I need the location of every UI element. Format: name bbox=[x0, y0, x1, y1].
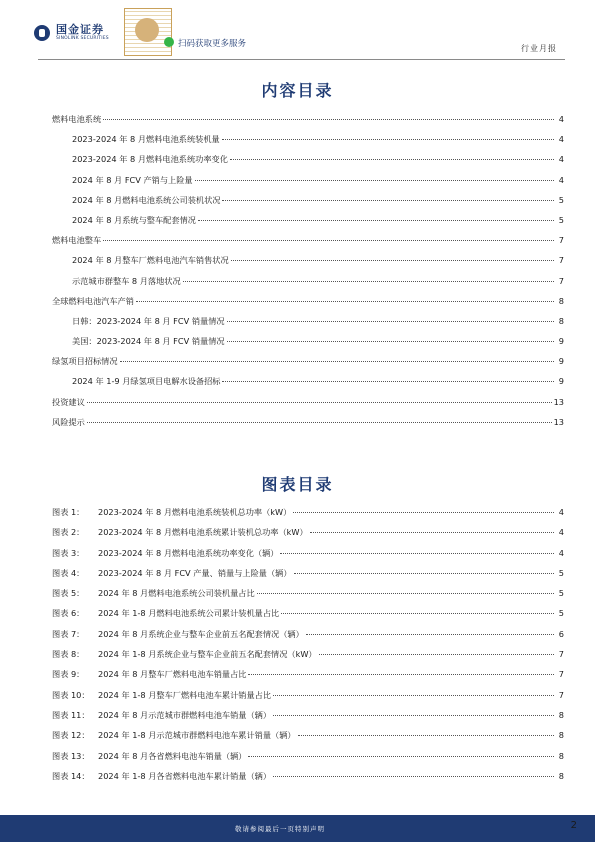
figure-entry-label: 图表 4： bbox=[52, 567, 85, 578]
toc-entry-title: 燃料电池整车 bbox=[52, 235, 102, 246]
figure-entry[interactable] bbox=[52, 710, 564, 730]
figure-entry-page: 6 bbox=[558, 628, 564, 639]
toc-entry[interactable] bbox=[52, 296, 564, 316]
toc-entry-page: 4 bbox=[558, 134, 564, 145]
brand-logo bbox=[34, 24, 109, 42]
dot-leader bbox=[103, 240, 554, 241]
figure-entry-title: 2024 年 8 月燃料电池系统公司装机量占比 bbox=[98, 588, 255, 599]
figure-entry-label: 图表 12： bbox=[52, 730, 90, 741]
figure-entry-title: 2024 年 1-8 月示范城市群燃料电池车累计销量（辆） bbox=[98, 730, 296, 741]
toc-entry-title: 全球燃料电池汽车产销 bbox=[52, 295, 134, 306]
figure-entry[interactable] bbox=[52, 568, 564, 588]
dot-leader bbox=[120, 361, 554, 362]
figure-entry-title: 2024 年 1-8 月各省燃料电池车累计销量（辆） bbox=[98, 770, 272, 781]
toc-entry[interactable] bbox=[52, 154, 564, 174]
dot-leader bbox=[222, 200, 554, 201]
dot-leader bbox=[230, 159, 554, 160]
figure-entry-title: 2024 年 8 月整车厂燃料电池车销量占比 bbox=[98, 669, 247, 680]
toc-entry[interactable] bbox=[52, 114, 564, 134]
toc-entry-title: 绿氢项目招标情况 bbox=[52, 356, 118, 367]
dot-leader bbox=[273, 776, 554, 777]
report-type: 行业月报 bbox=[521, 44, 557, 53]
dot-leader bbox=[281, 613, 554, 614]
dot-leader bbox=[231, 260, 554, 261]
figure-entry-title: 2023-2024 年 8 月 FCV 产量、销量与上险量（辆） bbox=[98, 567, 292, 578]
figure-entry[interactable] bbox=[52, 690, 564, 710]
header-divider bbox=[38, 59, 565, 60]
figure-entry-title: 2024 年 8 月系统企业与整车企业前五名配套情况（辆） bbox=[98, 628, 304, 639]
figure-entry-page: 7 bbox=[558, 649, 564, 660]
dot-leader bbox=[319, 654, 554, 655]
brand-logo-icon bbox=[34, 25, 50, 41]
dot-leader bbox=[273, 715, 554, 716]
toc-entry-page: 5 bbox=[558, 194, 564, 205]
figure-entry-title: 2024 年 8 月各省燃料电池车销量（辆） bbox=[98, 750, 247, 761]
figure-entry-page: 8 bbox=[558, 770, 564, 781]
page-header bbox=[0, 0, 595, 62]
toc-entry[interactable] bbox=[52, 215, 564, 235]
toc-entry[interactable] bbox=[52, 235, 564, 255]
figure-entry[interactable] bbox=[52, 527, 564, 547]
figure-entry-page: 4 bbox=[558, 527, 564, 538]
dot-leader bbox=[103, 119, 554, 120]
figure-entry-title: 2024 年 1-8 月整车厂燃料电池车累计销量占比 bbox=[98, 689, 272, 700]
wechat-icon bbox=[164, 37, 174, 47]
toc-entry-title: 2023-2024 年 8 月燃料电池系统装机量 bbox=[72, 134, 220, 145]
dot-leader bbox=[198, 220, 554, 221]
toc-entry-page: 7 bbox=[558, 255, 564, 266]
figure-entry-page: 7 bbox=[558, 689, 564, 700]
toc-entry-title: 2023-2024 年 8 月燃料电池系统功率变化 bbox=[72, 154, 228, 165]
figure-entry-page: 7 bbox=[558, 669, 564, 680]
toc-entry[interactable] bbox=[52, 417, 564, 437]
toc-entry-page: 7 bbox=[558, 275, 564, 286]
page-footer bbox=[0, 815, 595, 842]
figure-entry-label: 图表 10： bbox=[52, 689, 90, 700]
dot-leader bbox=[248, 756, 554, 757]
toc-entry[interactable] bbox=[52, 376, 564, 396]
page-number: 2 bbox=[570, 820, 577, 831]
toc-entry[interactable] bbox=[52, 255, 564, 275]
figure-entry-title: 2024 年 1-8 月燃料电池系统公司累计装机量占比 bbox=[98, 608, 280, 619]
toc-entry-title: 2024 年 8 月 FCV 产销与上险量 bbox=[72, 174, 193, 185]
figure-entry-label: 图表 13： bbox=[52, 750, 90, 761]
figure-entry[interactable] bbox=[52, 548, 564, 568]
figure-entry-page: 8 bbox=[558, 709, 564, 720]
dot-leader bbox=[273, 695, 554, 696]
contents-title: 内容目录 bbox=[261, 81, 334, 100]
figure-entry-label: 图表 8： bbox=[52, 649, 85, 660]
toc-entry-page: 4 bbox=[558, 114, 564, 124]
toc-entry-title: 美国：2023-2024 年 8 月 FCV 销量情况 bbox=[72, 336, 225, 347]
toc-entry-title: 风险提示 bbox=[52, 416, 85, 427]
figure-entry[interactable] bbox=[52, 751, 564, 771]
figure-entry[interactable] bbox=[52, 507, 564, 527]
table-of-contents bbox=[52, 114, 564, 437]
figure-entry[interactable] bbox=[52, 669, 564, 689]
dot-leader bbox=[87, 402, 552, 403]
toc-entry-title: 投资建议 bbox=[52, 396, 85, 407]
figure-entry-label: 图表 6： bbox=[52, 608, 85, 619]
figure-entry[interactable] bbox=[52, 771, 564, 791]
figure-entry[interactable] bbox=[52, 730, 564, 750]
toc-entry-title: 2024 年 8 月整车厂燃料电池汽车销售状况 bbox=[72, 255, 229, 266]
figure-entry-label: 图表 5： bbox=[52, 588, 85, 599]
dot-leader bbox=[294, 573, 554, 574]
dot-leader bbox=[183, 281, 554, 282]
toc-entry-page: 9 bbox=[558, 336, 564, 347]
dot-leader bbox=[257, 593, 554, 594]
figure-entry-label: 图表 14： bbox=[52, 770, 90, 781]
figure-entry[interactable] bbox=[52, 608, 564, 628]
brand-name-en: SINOLINK SECURITIES bbox=[56, 36, 109, 41]
toc-entry-page: 8 bbox=[558, 295, 564, 306]
toc-entry-title: 燃料电池系统 bbox=[52, 114, 102, 124]
figure-entry-page: 4 bbox=[558, 507, 564, 517]
dot-leader bbox=[222, 381, 554, 382]
dot-leader bbox=[310, 532, 554, 533]
toc-entry[interactable] bbox=[52, 356, 564, 376]
toc-entry-page: 9 bbox=[558, 356, 564, 367]
scan-prompt: 扫码获取更多服务 bbox=[178, 39, 247, 49]
dot-leader bbox=[293, 512, 554, 513]
toc-entry-title: 2024 年 8 月系统与整车配套情况 bbox=[72, 214, 196, 225]
toc-entry[interactable] bbox=[52, 195, 564, 215]
figure-entry-page: 4 bbox=[558, 547, 564, 558]
dot-leader bbox=[280, 553, 554, 554]
figure-entry-label: 图表 1： bbox=[52, 507, 85, 517]
brand-name-cn: 国金证券 bbox=[56, 23, 104, 36]
toc-entry[interactable] bbox=[52, 316, 564, 336]
figure-entry-label: 图表 3： bbox=[52, 547, 85, 558]
toc-entry-page: 8 bbox=[558, 315, 564, 326]
dot-leader bbox=[227, 321, 554, 322]
toc-entry-page: 13 bbox=[553, 396, 564, 407]
list-of-figures bbox=[52, 507, 564, 791]
figure-entry-page: 8 bbox=[558, 750, 564, 761]
qr-center-badge-icon bbox=[135, 18, 159, 42]
figure-entry-page: 5 bbox=[558, 588, 564, 599]
toc-entry-page: 7 bbox=[558, 235, 564, 246]
dot-leader bbox=[227, 341, 554, 342]
toc-entry-page: 4 bbox=[558, 154, 564, 165]
toc-entry-page: 4 bbox=[558, 174, 564, 185]
figure-entry[interactable] bbox=[52, 588, 564, 608]
dot-leader bbox=[195, 180, 554, 181]
toc-entry-title: 2024 年 8 月燃料电池系统公司装机状况 bbox=[72, 194, 221, 205]
dot-leader bbox=[222, 139, 554, 140]
toc-entry-title: 日韩：2023-2024 年 8 月 FCV 销量情况 bbox=[72, 315, 225, 326]
figure-entry-page: 5 bbox=[558, 567, 564, 578]
toc-entry-title: 示范城市群整车 8 月落地状况 bbox=[72, 275, 181, 286]
dot-leader bbox=[298, 735, 554, 736]
figure-entry-label: 图表 9： bbox=[52, 669, 85, 680]
footer-disclaimer: 敬请参阅最后一页特别声明 bbox=[235, 825, 325, 833]
figure-entry-title: 2024 年 1-8 月系统企业与整车企业前五名配套情况（kW） bbox=[98, 649, 317, 660]
figure-entry-title: 2023-2024 年 8 月燃料电池系统功率变化（辆） bbox=[98, 547, 279, 558]
figure-entry-page: 5 bbox=[558, 608, 564, 619]
dot-leader bbox=[136, 301, 554, 302]
figure-entry-title: 2024 年 8 月示范城市群燃料电池车销量（辆） bbox=[98, 709, 272, 720]
dot-leader bbox=[306, 634, 554, 635]
figures-title: 图表目录 bbox=[261, 475, 334, 494]
toc-entry-title: 2024 年 1-9 月绿氢项目电解水设备招标 bbox=[72, 376, 221, 387]
toc-entry-page: 5 bbox=[558, 214, 564, 225]
toc-entry[interactable] bbox=[52, 175, 564, 195]
figure-entry-title: 2023-2024 年 8 月燃料电池系统装机总功率（kW） bbox=[98, 507, 292, 517]
toc-entry[interactable] bbox=[52, 134, 564, 154]
figure-entry-title: 2023-2024 年 8 月燃料电池系统累计装机总功率（kW） bbox=[98, 527, 308, 538]
toc-entry-page: 9 bbox=[558, 376, 564, 387]
figure-entry-label: 图表 7： bbox=[52, 628, 85, 639]
toc-entry-page: 13 bbox=[553, 416, 564, 427]
dot-leader bbox=[87, 422, 552, 423]
toc-entry[interactable] bbox=[52, 276, 564, 296]
figure-entry-page: 8 bbox=[558, 730, 564, 741]
figure-entry-label: 图表 2： bbox=[52, 527, 85, 538]
dot-leader bbox=[248, 674, 554, 675]
toc-entry[interactable] bbox=[52, 336, 564, 356]
figure-entry[interactable] bbox=[52, 649, 564, 669]
figure-entry[interactable] bbox=[52, 629, 564, 649]
figure-entry-label: 图表 11： bbox=[52, 709, 90, 720]
toc-entry[interactable] bbox=[52, 397, 564, 417]
